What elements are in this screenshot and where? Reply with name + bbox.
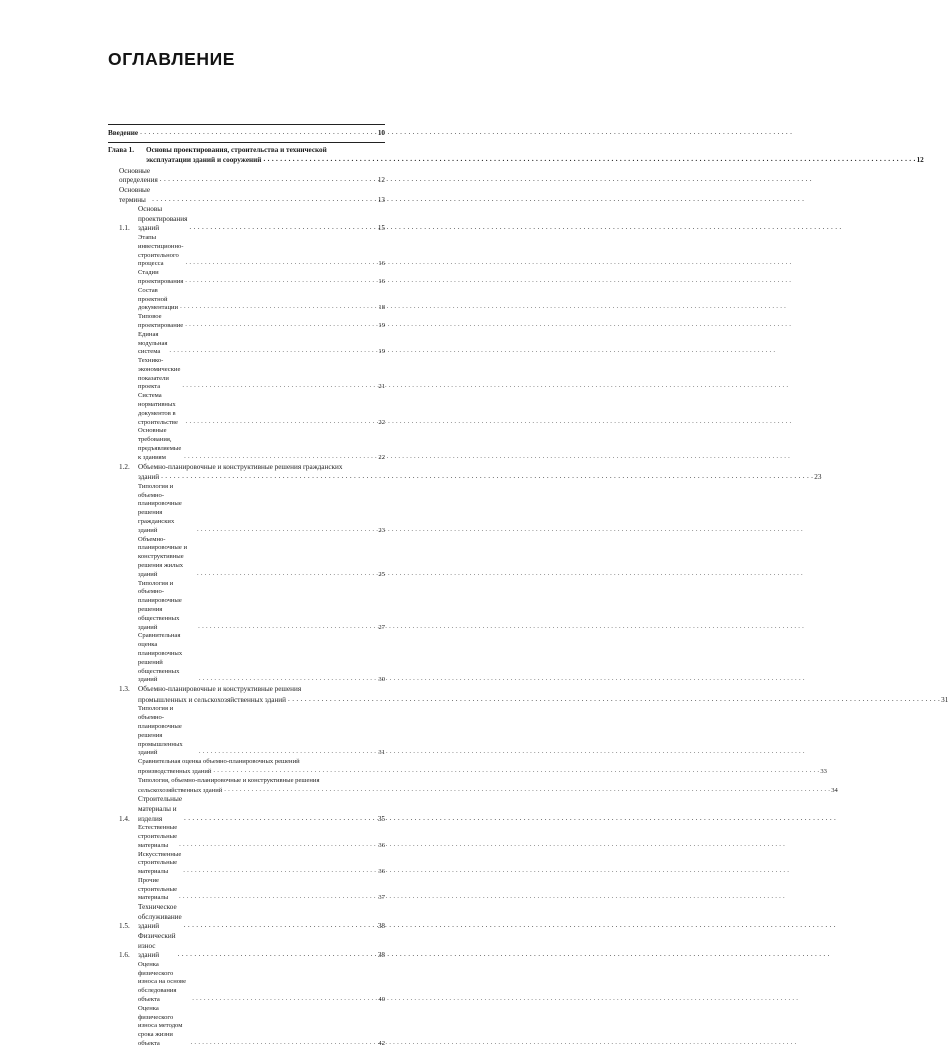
toc-entry[interactable] [108,932,385,961]
dot-leader [178,950,377,960]
toc-entry-page: 18 [378,304,385,312]
toc-entry[interactable] [108,313,385,331]
toc-entry-number: 1.1. [119,224,130,233]
toc-entry-title: Единая модульная система [138,330,168,356]
toc-entry-page: 37 [378,894,385,902]
toc-entry-title: Прочие строительные материалы [138,876,178,902]
toc-entry-page: 27 [378,623,385,631]
toc-entry-page: 38 [377,951,385,960]
toc-entry-title: Оценка физического износа на основе обследования объекта [138,960,187,1004]
toc-entry-page: 36 [378,868,385,876]
toc-entry-page: 25 [378,570,385,578]
toc-entry-title: Введение [108,129,139,137]
toc-entry-title: Стадии проектирования [138,269,184,285]
toc-entry[interactable] [108,632,385,685]
dot-leader [197,570,377,579]
dot-leader [288,695,940,705]
toc-entry-title: Техническое обслуживание зданий [138,903,182,931]
toc-entry[interactable] [108,1005,385,1049]
toc-entry-page: 30 [378,676,385,684]
toc-entry-page: 23 [378,526,385,534]
toc-entry-title-continued: зданий [138,473,160,482]
chapter-title-line2: эксплуатации зданий и сооружений [146,156,262,165]
toc-entry-number: 1.2. [119,462,130,471]
toc-entry-title: Сравнительная оценка объемно-планировочных решений [138,758,300,766]
dot-leader [199,675,378,684]
toc-entry[interactable] [108,758,827,777]
dot-leader [185,321,377,330]
dot-leader [184,921,377,931]
chapter-page: 12 [916,156,924,165]
dot-leader [179,893,377,902]
toc-entry-page: 40 [378,996,385,1004]
dot-leader [189,223,376,233]
toc-entry[interactable] [108,705,385,758]
toc-entry-page: 16 [378,260,385,268]
toc-entry-title: Строительные материалы и изделия [138,795,183,823]
dot-leader [169,347,377,356]
toc-entry-page: 22 [378,453,385,461]
toc-entry[interactable] [108,795,385,824]
toc-entry[interactable] [108,776,838,796]
toc-entry[interactable] [108,234,385,269]
toc-entry-page: 31 [941,695,948,704]
toc-entry-title: Типология и объемно-планировочные решения общественных зданий [138,579,182,631]
top-rule [108,124,385,125]
dot-leader [186,418,378,427]
toc-entry-title: Основные требования, предъявляемые к зданиям [138,427,182,461]
toc-entry[interactable] [108,961,385,1005]
dot-leader [224,786,830,795]
dot-leader [182,382,377,391]
toc-entry-page: 12 [377,176,385,185]
toc-entry-title: Технико-экономические показатели проекта [138,357,181,391]
toc-entry[interactable] [108,269,385,287]
toc-entry-title: Типология, объемно-планировочные и конструктивные решения [138,776,320,784]
toc-entry-title-continued: производственных зданий [138,767,212,775]
dot-leader [263,155,915,165]
toc-entry[interactable] [108,205,385,234]
toc-entry-title: Оценка физического износа методом срока жизни объекта [138,1004,183,1048]
dot-leader [185,277,377,286]
toc-entry-page: 22 [378,418,385,426]
toc-entry-number: 1.5. [119,922,130,931]
toc-entry-page: 13 [377,195,385,204]
dot-leader [213,767,819,776]
dot-leader [185,259,377,268]
toc-entry[interactable] [108,851,385,877]
toc-entry-page: 31 [378,749,385,757]
toc-entry-page: 38 [377,922,385,931]
dot-leader [183,867,377,876]
dot-leader [140,128,377,138]
toc-entry-page: 10 [377,129,385,137]
toc-entry[interactable] [108,287,385,313]
toc-entry-title: Объемно-планировочные и конструктивные решения жилых зданий [138,535,187,578]
toc-entry-title: Этапы инвестиционно-строительного процесса [138,233,184,268]
toc-entry-number: 1.6. [119,951,130,960]
toc-entry-page: 23 [814,473,822,482]
toc-entry-page: 21 [378,383,385,391]
dot-leader [199,748,378,757]
toc-entry-page: 34 [831,786,838,794]
dot-leader [184,453,377,462]
dot-leader [197,526,377,535]
toc-entry-page: 16 [378,277,385,285]
toc-entry-title: Типовое проектирование [138,313,184,329]
table-of-contents [108,124,948,1049]
toc-entry-title: Естественные строительные материалы [138,824,178,849]
dot-leader [161,472,813,482]
toc-entry-page: 42 [378,1040,385,1048]
dot-leader [179,841,377,850]
toc-entry-title: Искусственные строительные материалы [138,850,182,876]
toc-entry[interactable] [108,427,385,462]
toc-entry-page: 35 [377,814,385,823]
toc-entry-intro[interactable] [108,128,385,139]
toc-entry-title-continued: промышленных и сельскохозяйственных зданий [138,695,286,704]
dot-leader [184,814,377,824]
toc-entry-title: Объемно-планировочные и конструктивные решения [138,685,302,694]
toc-entry-title-continued: сельскохозяйственных зданий [138,786,223,794]
toc-entry[interactable] [108,462,822,483]
toc-entry[interactable] [108,357,385,392]
toc-entry-title: Основные определения [119,166,158,185]
chapter-number: Глава 1. [108,145,135,154]
toc-entry-title: Состав проектной документации [138,286,179,312]
toc-entry[interactable] [108,903,385,932]
dot-leader [160,175,377,185]
toc-entry-title: Объемно-планировочные и конструктивные решения гражданских [138,462,343,471]
dot-leader [191,1039,378,1048]
toc-entry[interactable] [108,580,385,633]
toc-entry[interactable] [108,877,385,903]
toc-entry[interactable] [108,392,385,427]
toc-entry[interactable] [108,685,948,705]
toc-entry[interactable] [108,824,385,850]
toc-entry-title: Основные термины [119,185,151,204]
toc-entry-page: 15 [377,224,385,233]
dot-leader [152,195,377,205]
dot-leader [180,303,377,312]
toc-chapter-1[interactable] [108,145,924,166]
toc-entry-page: 19 [378,321,385,329]
toc-entry-page: 33 [820,767,827,775]
toc-entry[interactable] [108,483,385,536]
chapter-title-line1: Основы проектирования, строительства и технической [146,145,327,154]
page-title: ОГЛАВЛЕНИЕ [108,49,236,69]
toc-entry[interactable] [108,331,385,357]
dot-leader [198,623,377,632]
dot-leader [192,995,377,1004]
toc-entry-title: Типология и объемно-планировочные решения гражданских зданий [138,482,182,534]
toc-entry-title: Основы проектирования зданий [138,205,188,233]
toc-entry-page: 19 [378,348,385,356]
toc-entry-title: Физический износ зданий [138,932,176,960]
toc-entry[interactable] [108,536,385,580]
toc-entry-page: 36 [378,841,385,849]
toc-entry-title: Типология и объемно-планировочные решения промышленных зданий [138,705,183,757]
toc-entries [108,166,948,1049]
toc-entry-title: Система нормативных документов в строительстве [138,392,178,426]
toc-entry-number: 1.4. [119,814,130,823]
separator-rule [108,142,385,143]
toc-entry-number: 1.3. [119,685,130,694]
toc-entry-title: Сравнительная оценка планировочных решений общественных зданий [138,632,183,684]
toc-entry[interactable] [108,186,385,205]
toc-entry[interactable] [108,167,385,186]
